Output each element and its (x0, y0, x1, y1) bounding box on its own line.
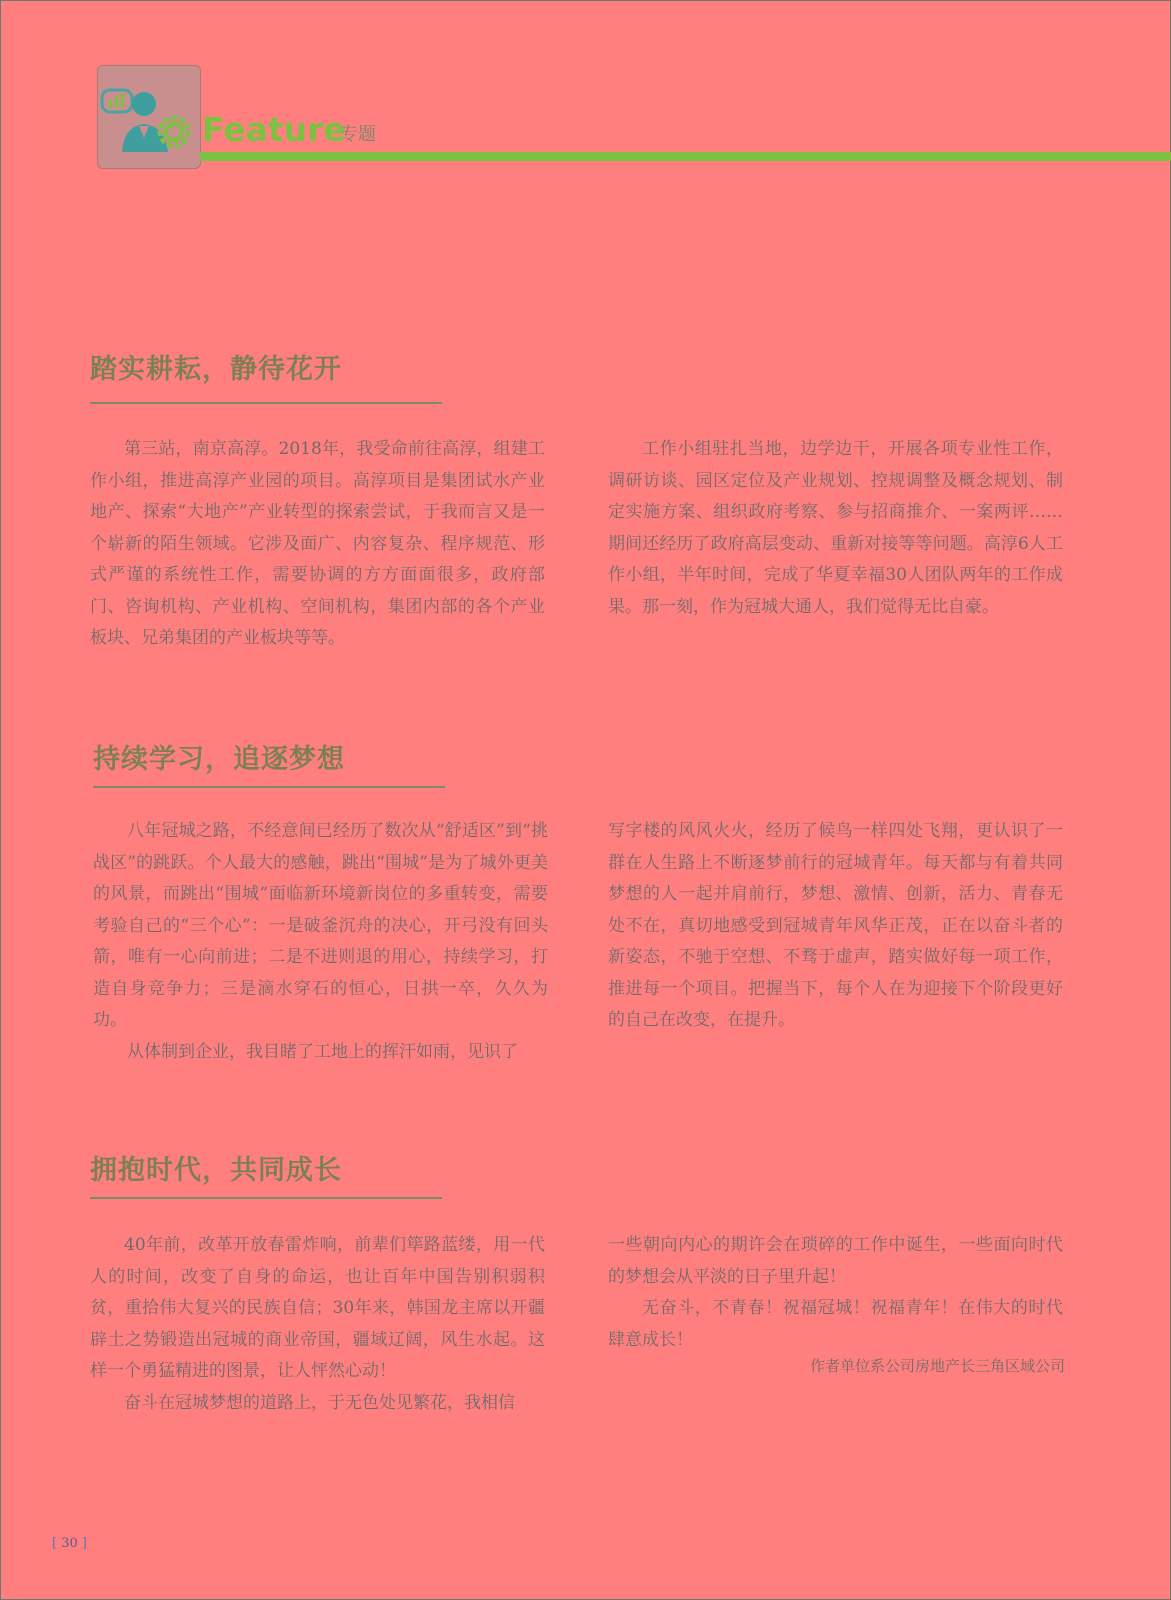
page-number: [ 30 ] (52, 1536, 87, 1551)
feature-logo (97, 65, 201, 169)
paragraph: 无奋斗，不青春！祝福冠城！祝福青年！在伟大的时代肆意成长！ (608, 1298, 1063, 1350)
paragraph: 一些朝向内心的期许会在琐碎的工作中诞生，一些面向时代的梦想会从平淡的日子里升起！ (608, 1235, 1063, 1287)
feature-title: Feature (202, 110, 346, 149)
section-left-column (93, 816, 548, 1068)
section-rule (90, 402, 442, 404)
paragraph: 第三站，南京高淳。2018年，我受命前往高淳，组建工作小组，推进高淳产业园的项目。高淳项目是集团试水产业地产、探索“大地产”产业转型的探索尝试，于我而言又是一个崭新的陌生领域。它涉及面广、内容复杂、程序规范、形式严谨的系统性工作，需要协调的方方面面很多，政府部门、咨询机构、产业机构、空间机构，集团内部的各个产业板块、兄弟集团的产业板块等等。 (90, 439, 545, 648)
section-left-column (90, 434, 545, 655)
section-title: 拥抱时代，共同成长 (90, 1155, 342, 1186)
section-left-column (90, 1230, 545, 1419)
paragraph: 奋斗在冠城梦想的道路上，于无色处见繁花，我相信 (124, 1392, 515, 1413)
header-green-bar (200, 152, 1171, 161)
feature-subtitle: 专题 (340, 124, 376, 145)
paragraph: 工作小组驻扎当地，边学边干，开展各项专业性工作，调研访谈、园区定位及产业规划、控规调整及概念规划、制定实施方案、组织政府考察、参与招商推介、一案两评……期间还经历了政府高层变动、重新对接等等问题。高淳6人工作小组，半年时间，完成了华夏幸福30人团队两年的工作成果。那一刻，作为冠城大通人，我们觉得无比自豪。 (608, 439, 1063, 617)
section-right-column (608, 816, 1063, 1037)
paragraph: 从体制到企业，我目睹了工地上的挥汗如雨，见识了 (127, 1041, 518, 1062)
section-rule (90, 1197, 442, 1199)
section-right-column (608, 434, 1063, 623)
paragraph: 写字楼的风风火火，经历了候鸟一样四处飞翔，更认识了一群在人生路上不断逐梦前行的冠城青年。每天都与有着共同梦想的人一起并肩前行，梦想、激情、创新，活力、青春无处不在，真切地感受到冠城青年风华正茂，正在以奋斗者的新姿态，不驰于空想、不骛于虚声，踏实做好每一项工作，推进每一个项目。把握当下，每个人在为迎接下个阶段更好的自己在改变，在提升。 (608, 821, 1063, 1030)
section-rule (93, 786, 445, 788)
page-number-value: 30 (61, 1536, 78, 1551)
section-title: 持续学习，追逐梦想 (93, 744, 345, 775)
section-title: 踏实耕耘，静待花开 (90, 354, 342, 385)
paragraph: 八年冠城之路，不经意间已经历了数次从“舒适区”到“挑战区”的跳跃。个人最大的感触，跳出“围城”是为了城外更美的风景，而跳出“围城”面临新环境新岗位的多重转变，需要考验自己的“三个心”：一是破釜沉舟的决心，开弓没有回头箭，唯有一心向前进；二是不进则退的用心，持续学习，打造自身竞争力；三是滴水穿石的恒心，日拱一卒，久久为功。 (93, 821, 548, 1030)
person-chart-gear-icon (98, 66, 200, 168)
paragraph: 40年前，改革开放春雷炸响，前辈们筚路蓝缕，用一代人的时间，改变了自身的命运，也让百年中国告别积弱积贫，重拾伟大复兴的民族自信；30年来，韩国龙主席以开疆辟土之势锻造出冠城的商业帝国，疆域辽阔，风生水起。这样一个勇猛精进的图景，让人怦然心动！ (90, 1235, 545, 1381)
section-right-column (608, 1230, 1063, 1356)
author-note: 作者单位系公司房地产长三角区域公司 (809, 1357, 1065, 1375)
